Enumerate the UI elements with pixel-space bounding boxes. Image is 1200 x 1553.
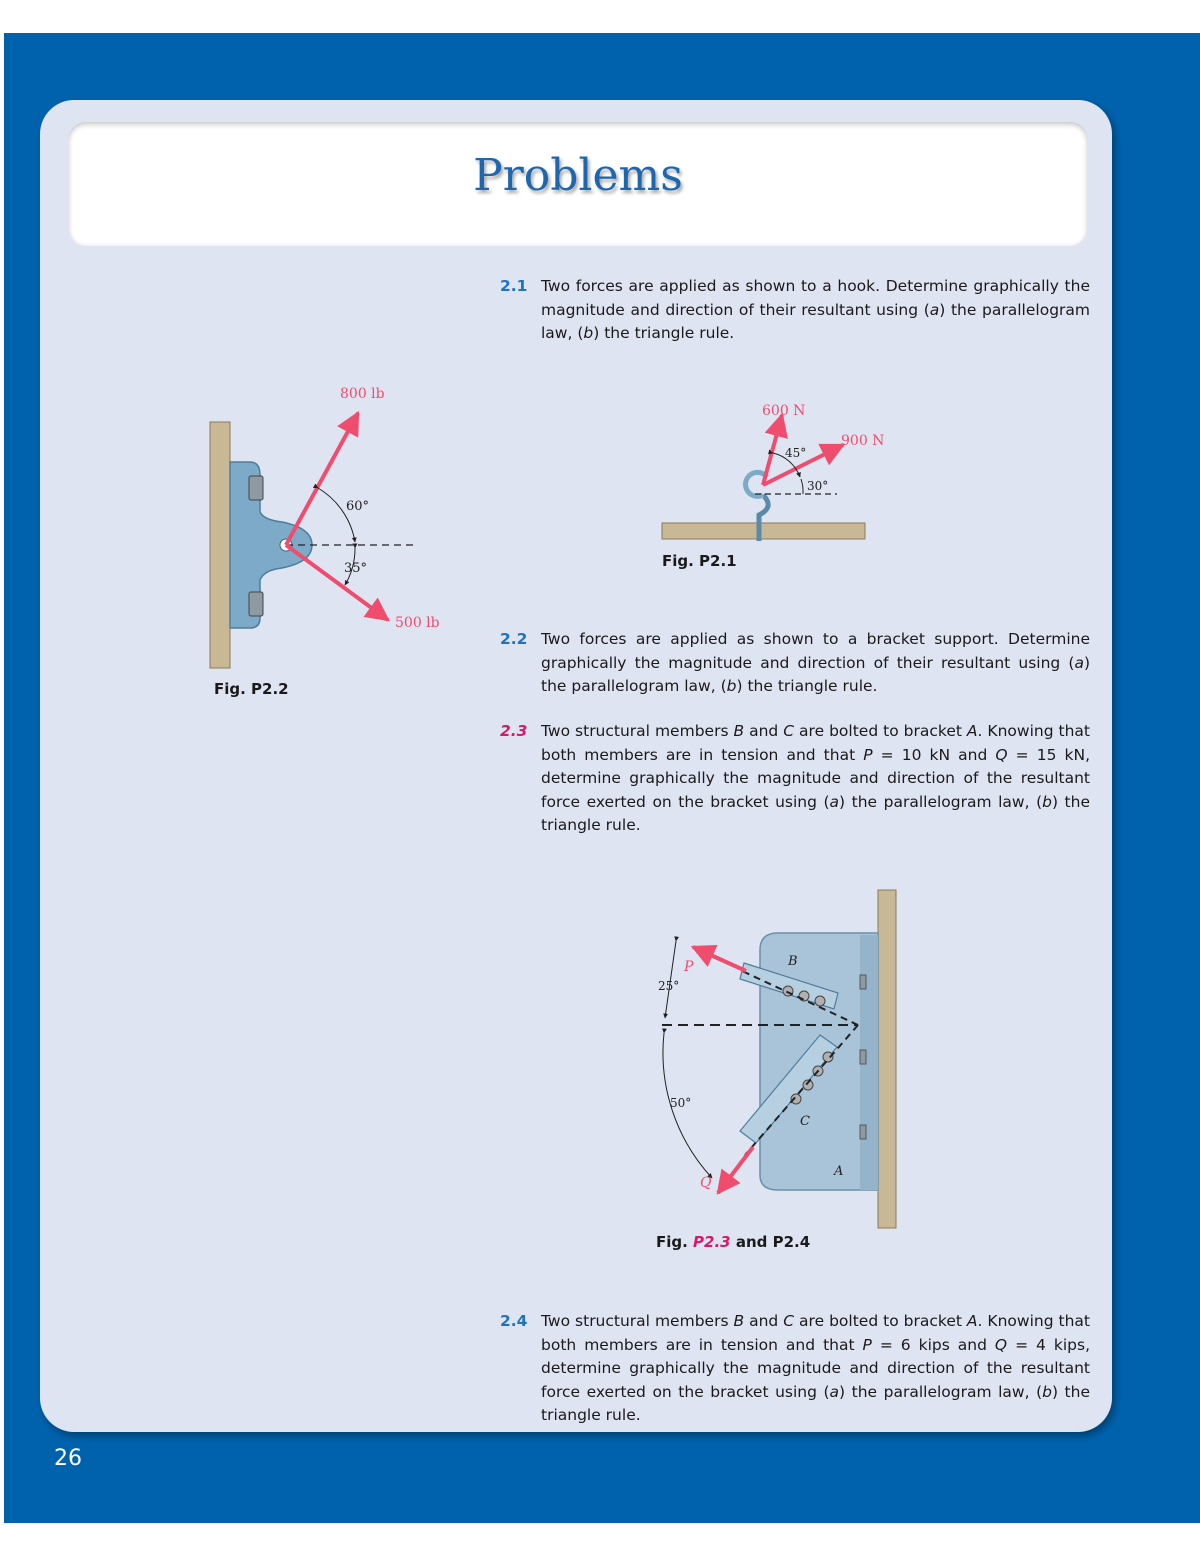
wall (878, 890, 896, 1228)
figure-p2-2 (200, 380, 460, 680)
figure-caption: Fig. P2.1 (662, 552, 737, 570)
figure-caption: Fig. P2.2 (214, 680, 289, 698)
angle-label-45: 45° (785, 446, 807, 460)
force-arrow-800lb (286, 413, 358, 545)
surface (662, 523, 865, 539)
problem-number: 2.3 (500, 722, 528, 740)
angle-label-60: 60° (346, 499, 370, 514)
problem-text: Two structural members B and C are bolted to bracket A. Knowing that both members are in tension and that P = 6 kips and Q = 4 kips, determine graphically the magnitude and direction of the resultant force exerted on the bracket using (a) the parallelogram law, (b) the triangle rule. (541, 1312, 1090, 1424)
bolt (860, 975, 866, 989)
figure-p2-3 (640, 885, 910, 1235)
force-label-900n: 900 N (841, 433, 885, 449)
problem-number: 2.1 (500, 277, 528, 295)
page-title: Problems (473, 150, 683, 201)
force-label-600n: 600 N (762, 403, 806, 419)
bolt (249, 592, 263, 616)
problem-2-2 (500, 628, 1090, 699)
force-arrow-500lb (286, 545, 388, 620)
problem-2-4 (500, 1310, 1090, 1428)
angle-arc-60 (318, 488, 355, 542)
problem-text: Two structural members B and C are bolted to bracket A. Knowing that both members are in tension and that P = 10 kN and Q = 15 kN, determine graphically the magnitude and direction of the resultant force exerted on the bracket using (a) the parallelogram law, (b) the triangle rule. (541, 722, 1091, 834)
bolt (860, 1125, 866, 1139)
page-number: 26 (54, 1446, 82, 1471)
member-label-c: C (800, 1114, 810, 1129)
problem-text: Two forces are applied as shown to a hook. Determine graphically the magnitude and direction of their resultant using (a) the parallelogram law, (b) the triangle rule. (541, 277, 1091, 342)
problem-2-1 (500, 275, 1090, 346)
angle-arc-30 (801, 479, 803, 494)
force-label-800lb: 800 lb (340, 386, 385, 402)
angle-label-25: 25° (658, 979, 680, 993)
angle-label-30: 30° (807, 479, 829, 493)
force-arrow-q (718, 1147, 753, 1193)
figure-p2-1 (655, 395, 895, 555)
problem-2-3 (500, 720, 1090, 838)
angle-label-35: 35° (344, 561, 368, 576)
problem-text: Two forces are applied as shown to a bracket support. Determine graphically the magnitude and direction of their resultant using (a) the parallelogram law, (b) the triangle rule. (541, 630, 1090, 695)
member-label-b: B (788, 954, 798, 969)
bolt (815, 996, 825, 1006)
force-label-500lb: 500 lb (395, 615, 440, 631)
force-arrow-p (693, 947, 746, 971)
angle-label-50: 50° (670, 1096, 692, 1110)
problem-number: 2.2 (500, 630, 528, 648)
force-label-p: P (684, 959, 694, 975)
bolt (249, 476, 263, 500)
bolt (860, 1050, 866, 1064)
figure-caption: Fig. P2.3 and P2.4 (656, 1233, 811, 1251)
force-label-q: Q (700, 1175, 712, 1191)
problem-number: 2.4 (500, 1312, 528, 1330)
bolt (799, 991, 809, 1001)
bracket-label-a: A (834, 1164, 844, 1179)
wall (210, 422, 230, 668)
force-arrow-600n (763, 415, 782, 485)
